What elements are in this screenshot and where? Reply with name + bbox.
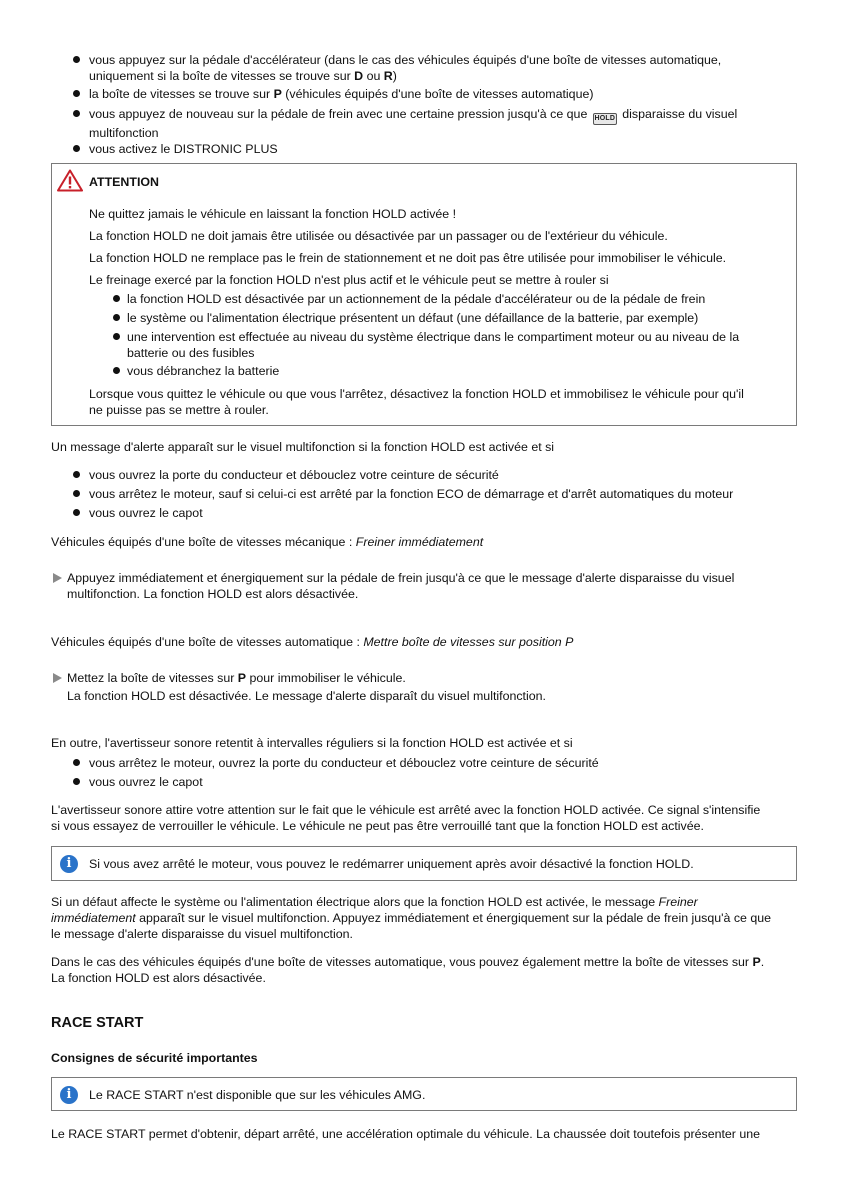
info-icon: i (60, 855, 78, 873)
bullet-dot-icon (73, 509, 80, 516)
bullet-dot-icon (113, 367, 120, 374)
info-box (51, 846, 797, 881)
info-box (51, 1077, 797, 1111)
bullet-dot-icon (73, 145, 80, 152)
info-icon: i (60, 1086, 78, 1104)
bullet-dot-icon (73, 778, 80, 785)
attention-paragraph: La fonction HOLD ne doit jamais être utilisée ou désactivée par un passager ou de l'extérieur du véhicule. (89, 229, 668, 243)
bullet-dot-icon (113, 333, 120, 340)
bullet-dot-icon (73, 471, 80, 478)
paragraph: Véhicules équipés d'une boîte de vitesses automatique : Mettre boîte de vitesses sur position P (51, 635, 574, 649)
bullet-dot-icon (73, 490, 80, 497)
list-item (89, 52, 809, 84)
paragraph: En outre, l'avertisseur sonore retentit à intervalles réguliers si la fonction HOLD est activée et si (51, 736, 573, 750)
step-arrow-icon (53, 573, 62, 583)
paragraph: Le RACE START permet d'obtenir, départ arrêté, une accélération optimale du véhicule. La chaussée doit toutefois présenter une (51, 1127, 761, 1141)
paragraph: L'avertisseur sonore attire votre attention sur le fait que le véhicule est arrêté avec la fonction HOLD activée. Ce signal s'intensifie si vous essayez de verrouiller le véhicule. Le véhicule ne peut pas être verrouillé tant que la fonction HOLD est activée. (51, 803, 761, 833)
list-item-text: uniquement si la boîte de vitesses se trouve sur D ou R) (89, 69, 397, 83)
list-item: vous ouvrez la porte du conducteur et débouclez votre ceinture de sécurité (89, 468, 499, 482)
attention-paragraph: Lorsque vous quittez le véhicule ou que vous l'arrêtez, désactivez la fonction HOLD et immobilisez le véhicule pour qu'il ne puisse pas se mettre à rouler. (89, 387, 744, 417)
list-item: une intervention est effectuée au niveau du système électrique dans le compartiment moteur ou au niveau de la batterie ou des fusibles (127, 330, 740, 360)
paragraph: Dans le cas des véhicules équipés d'une boîte de vitesses automatique, vous pouvez également mettre la boîte de vitesses sur P. La fonction HOLD est alors désactivée. (51, 955, 765, 985)
bullet-dot-icon (73, 56, 80, 63)
list-item: la fonction HOLD est désactivée par un actionnement de la pédale d'accélérateur ou de la pédale de frein (127, 292, 706, 306)
attention-title: ATTENTION (89, 175, 159, 189)
list-item: vous débranchez la batterie (127, 364, 280, 378)
bullet-dot-icon (73, 110, 80, 117)
bullet-dot-icon (113, 314, 120, 321)
list-item: vous ouvrez le capot (89, 775, 203, 789)
bullet-dot-icon (73, 90, 80, 97)
attention-paragraph: Le freinage exercé par la fonction HOLD n'est plus actif et le véhicule peut se mettre à rouler si (89, 273, 609, 287)
attention-box (51, 163, 797, 426)
warning-triangle-icon (57, 169, 83, 192)
list-item: la boîte de vitesses se trouve sur P (véhicules équipés d'une boîte de vitesses automatique) (89, 87, 594, 101)
bullet-dot-icon (73, 759, 80, 766)
attention-paragraph: Ne quittez jamais le véhicule en laissant la fonction HOLD activée ! (89, 207, 457, 221)
paragraph: Un message d'alerte apparaît sur le visuel multifonction si la fonction HOLD est activée et si (51, 440, 555, 454)
subsection-heading: Consignes de sécurité importantes (51, 1051, 258, 1065)
list-item: vous appuyez de nouveau sur la pédale de frein avec une certaine pression jusqu'à ce que HOLD disparaisse du visuel multifonction (89, 107, 738, 140)
instruction-step: Mettez la boîte de vitesses sur P pour immobiliser le véhicule. La fonction HOLD est désactivée. Le message d'alerte disparaît du visuel multifonction. (67, 671, 546, 703)
step-arrow-icon (53, 673, 62, 683)
section-heading: RACE START (51, 1015, 144, 1031)
list-item: vous arrêtez le moteur, ouvrez la porte du conducteur et débouclez votre ceinture de sécurité (89, 756, 599, 770)
paragraph: Véhicules équipés d'une boîte de vitesses mécanique : Freiner immédiatement (51, 535, 484, 549)
info-text: Le RACE START n'est disponible que sur les véhicules AMG. (89, 1088, 426, 1102)
list-item: vous activez le DISTRONIC PLUS (89, 142, 278, 156)
list-item: vous ouvrez le capot (89, 506, 203, 520)
info-text: Si vous avez arrêté le moteur, vous pouvez le redémarrer uniquement après avoir désactivé la fonction HOLD. (89, 857, 694, 871)
paragraph: Si un défaut affecte le système ou l'alimentation électrique alors que la fonction HOLD est activée, le message Freiner immédiatement apparaît sur le visuel multifonction. Appuyez immédiatement et énergiquement sur la pédale de frein jusqu'à ce que le message d'alerte disparaisse du visuel multifonction. (51, 895, 772, 941)
attention-paragraph: La fonction HOLD ne remplace pas le frein de stationnement et ne doit pas être utilisée pour immobiliser le véhicule. (89, 251, 727, 265)
bullet-dot-icon (113, 295, 120, 302)
hold-indicator-icon: HOLD (593, 113, 617, 125)
list-item: vous arrêtez le moteur, sauf si celui-ci est arrêté par la fonction ECO de démarrage et d'arrêt automatiques du moteur (89, 487, 734, 501)
list-item-text: vous appuyez sur la pédale d'accélérateur (dans le cas des véhicules équipés d'une boîte de vitesses automatique, (89, 53, 722, 67)
list-item: le système ou l'alimentation électrique présentent un défaut (une défaillance de la batterie, par exemple) (127, 311, 699, 325)
instruction-step: Appuyez immédiatement et énergiquement sur la pédale de frein jusqu'à ce que le message d'alerte disparaisse du visuel multifonction. La fonction HOLD est alors désactivée. (67, 571, 735, 601)
